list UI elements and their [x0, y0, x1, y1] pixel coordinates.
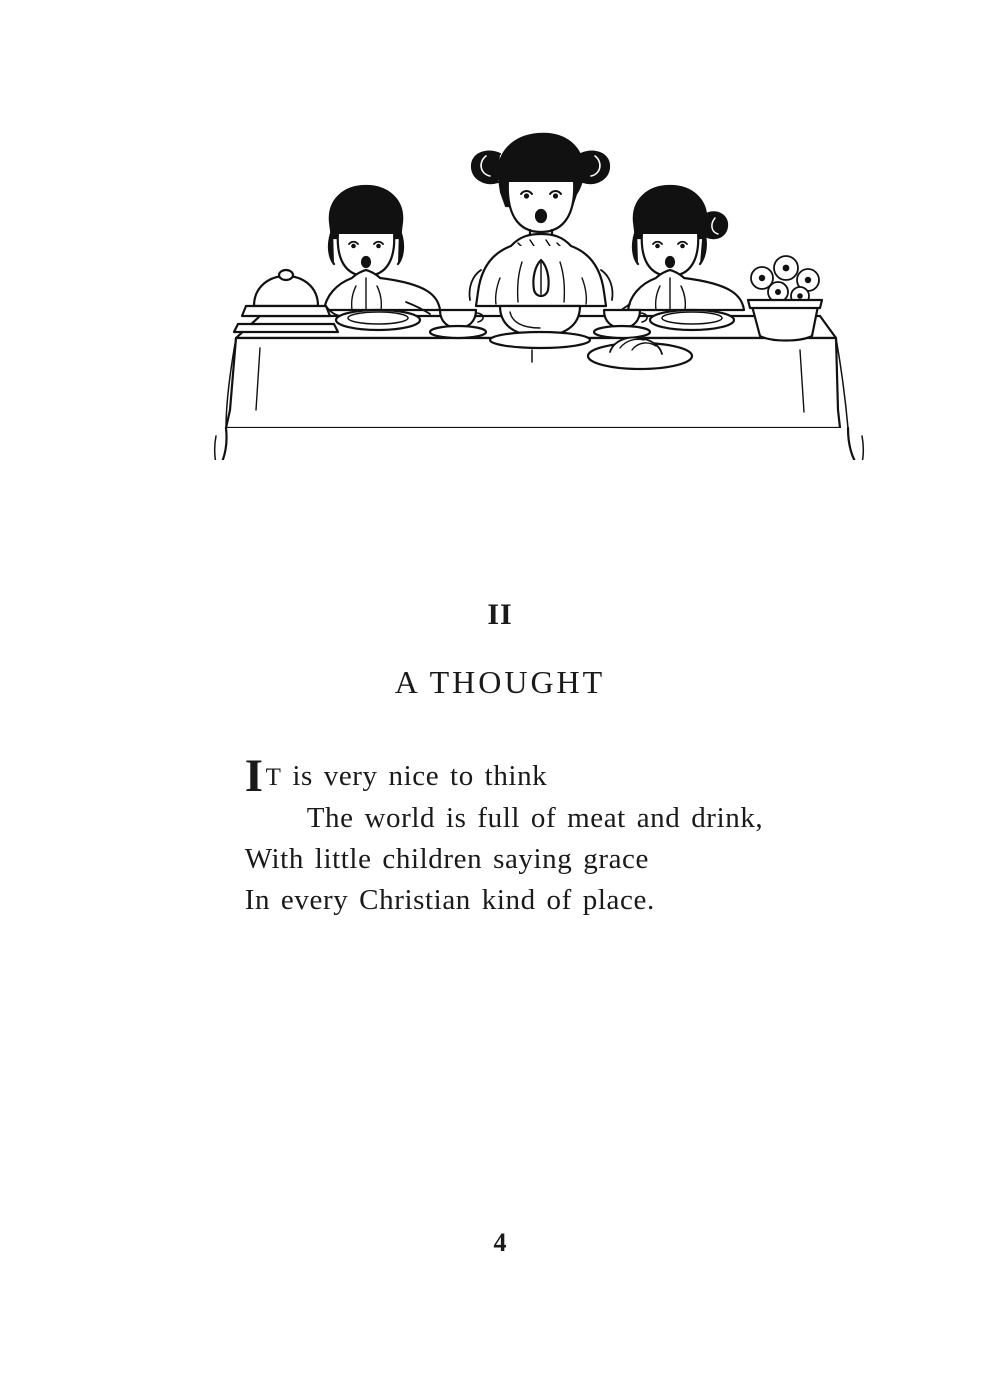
poem-line-1	[244, 750, 764, 802]
plate-right	[650, 310, 734, 330]
poem-dropcap: I	[244, 750, 264, 802]
poem-dropcap-tail: T	[265, 764, 282, 791]
page-number: 4	[493, 1228, 507, 1257]
poem-block	[0, 600, 1000, 921]
poem-line-2: The world is full of meat and drink,	[306, 802, 764, 834]
plate-left	[336, 310, 420, 330]
poem-numeral: II	[487, 598, 513, 631]
left-girl-figure	[324, 186, 440, 316]
right-girl-figure	[614, 186, 744, 316]
center-girl-figure	[469, 134, 612, 306]
poem-line-1-text: is very nice to think	[281, 760, 548, 792]
poem-title: A THOUGHT	[394, 664, 606, 700]
poem-body	[244, 750, 764, 921]
illustration-three-children-at-table	[200, 110, 880, 460]
poem-line-4: In every Christian kind of place.	[244, 884, 655, 916]
poem-line-3: With little children saying grace	[244, 843, 650, 875]
potted-flowers	[748, 256, 822, 341]
